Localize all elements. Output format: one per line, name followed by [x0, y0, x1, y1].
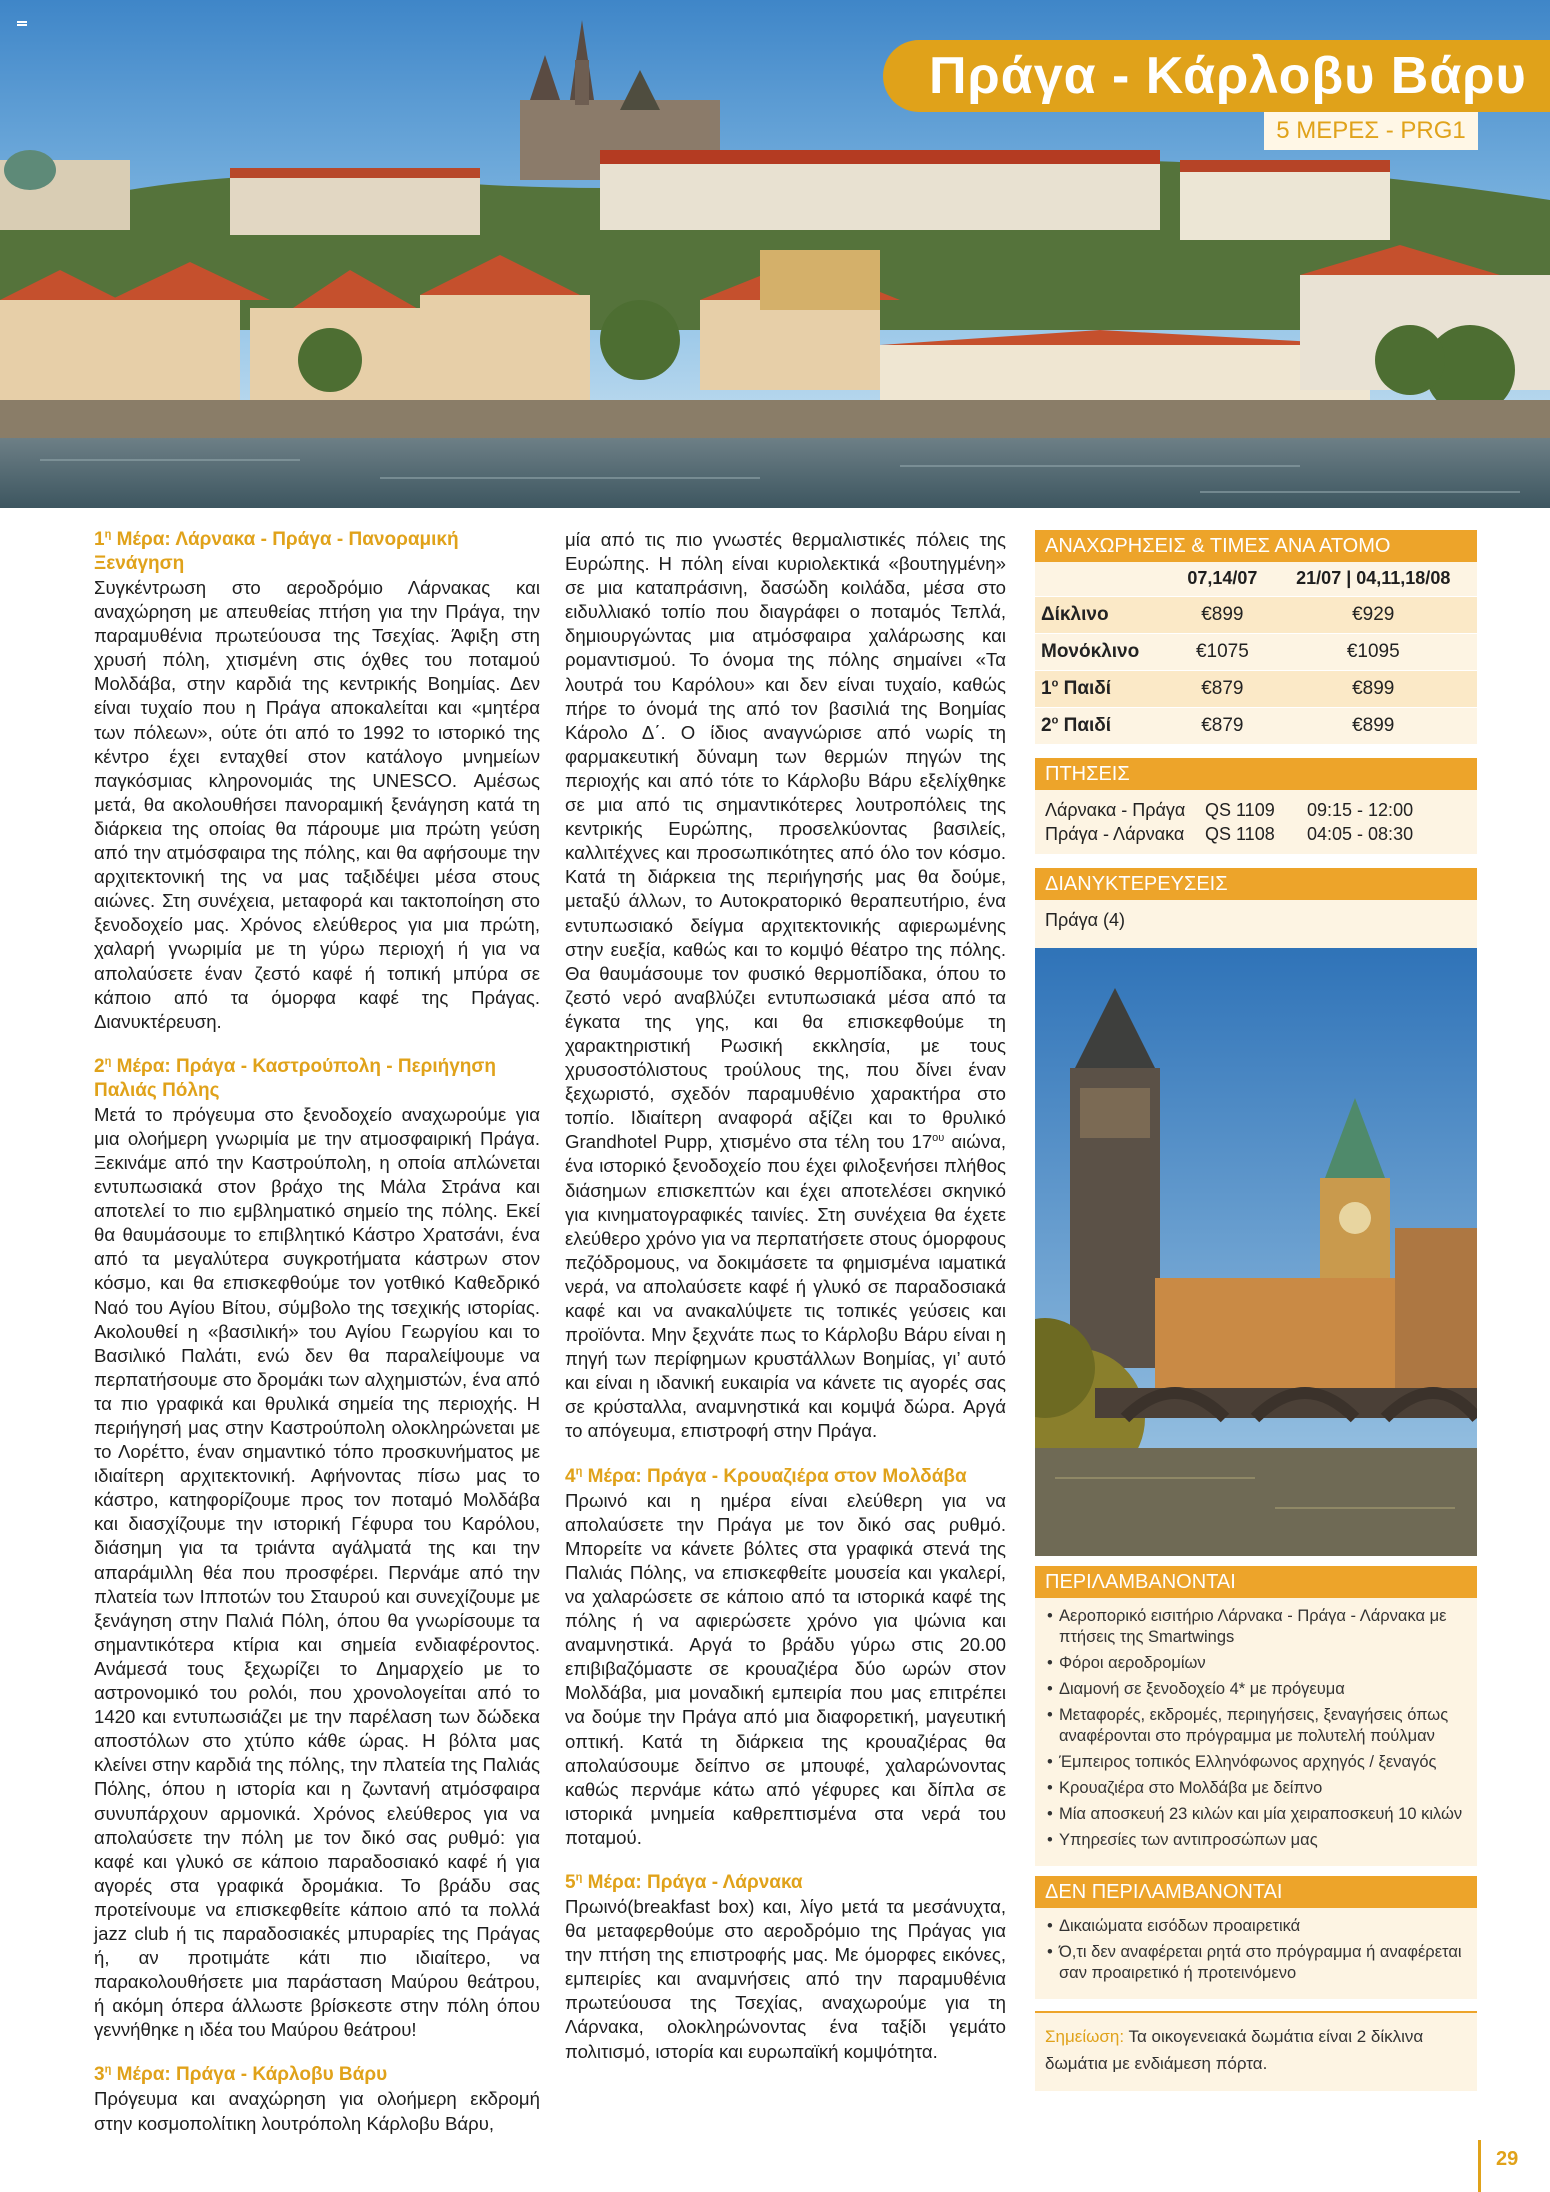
price-table — [1035, 562, 1477, 744]
included-list — [1035, 1598, 1477, 1866]
subtitle-banner — [1264, 112, 1478, 150]
day-2-text: Μετά το πρόγευμα στο ξενοδοχείο αναχωρούμε για μια ολοήμερη γνωριμία με την ατμοσφαιρική Πράγα. Ξεκινάμε από την Καστρούπολη, η οποία απλώνεται εντυπωσιακά στον βράχο της Μάλα Στράνα και αποτελεί το πιο εμβληματικό σημείο της πόλης. Εκεί θα θαυμάσουμε το επιβλητικό Κάστρο Χρατσάνι, ένα από τα μεγαλύτερα συγκροτήματα κάστρων στον κόσμο, και θα επισκεφθούμε τον γοτθικό Καθεδρικό Ναό του Αγίου Βίτου, σύμβολο της τσεχικής ιστορίας. Ακολουθεί η «βασιλική» του Αγίου Γεωργίου και το Βασιλικό Παλάτι, ενώ δεν θα παραλείψουμε να περπατήσουμε στο δρομάκι των αλχημιστών, ένα από τα πιο γραφικά και θρυλικά σημεία της περιοχής. Η περιήγησή μας στην Καστρούπολη ολοκληρώνεται με το Λορέττο, έναν σημαντικό τόπο προσκυνήματος με ιδιαίτερη αρχιτεκτονική. Αφήνοντας πίσω μας το κάστρο, κατηφορίζουμε προς τον ποταμό Μολδάβα και διασχίζουμε την ιστορική Γέφυρα του Καρόλου, διάσημη για τα τριάντα αγάλματά της και την απαράμιλλη θέα που προσφέρει. Περνάμε από την πλατεία των Ιπποτών του Σταυρού και συνεχίζουμε με ξενάγηση στην Παλιά Πόλη, όπου θα γνωρίσουμε τα σημαντικότερα κτίρια και σημεία ενδιαφέροντος. Ανάμεσά τους ξεχωρίζει το Δημαρχείο με το αστρονομικό του ρολόι, που χρονολογείται από το 1420 και εντυπωσιάζει με την παρέλαση των δώδεκα αποστόλων στο χτύπο κάθε ώρας. Η βόλτα μας κλείνει στην καρδιά της πόλης, την πλατεία της Παλιάς Πόλης, όπου η ιστορία και η ζωντανή ατμόσφαιρα συνυπάρχουν αρμονικά. Χρόνος ελεύθερος για να απολαύσετε την πόλη με τον δικό σας ρυθμό: για καφέ και γλυκό σε κάποιο παραδοσιακό καφέ ή για αγορές στα γραφικά δρομάκια. Το βράδυ σας προτείνουμε να επισκεφθείτε κάποιο από τα πολλά jazz club ή τις παραδοσιακές μπυραρίες της Πράγας ή, αν προτιμάτε κάτι πιο ιδιαίτερο, να παρακολουθήσετε μια παράσταση Μαύρου θεάτρου, ή ακόμη όπερα άλλωστε βρίσκεστε στην πόλη όπου γεννήθηκε η ιδέα του Μαύρου θεάτρου! — [94, 1103, 540, 2041]
info-sidebar — [1035, 530, 1477, 2091]
note-box — [1035, 2011, 1477, 2091]
price-row-label: $2^o$ Παιδί — [1035, 707, 1175, 744]
flight-row — [1045, 798, 1467, 822]
list-item: • Φόροι αεροδρομίων — [1047, 1653, 1465, 1674]
price-table-header — [1035, 562, 1477, 596]
itinerary-column-2 — [565, 528, 1006, 2064]
excluded-list — [1035, 1908, 1477, 1999]
price-row — [1035, 633, 1477, 670]
itinerary-column-1 — [94, 528, 540, 2136]
price-row-label: Μονόκλινο — [1035, 633, 1175, 670]
price-row-label: Δίκλινο — [1035, 596, 1175, 633]
flight-time: 09:15 - 12:00 — [1307, 800, 1414, 820]
day-5-text: Πρωινό(breakfast box) και, λίγο μετά τα μεσάνυχτα, θα μεταφερθούμε στο αεροδρόμιο της Πράγας για την πτήση της επιστροφής μας. Με όμορφες εικόνες, εμπειρίες και αναμνήσεις από την παραμυθένια πρωτεύουσα της Τσεχίας, αναχωρούμε για τη Λάρνακα, ολοκληρώνοντας ένα ταξίδι γεμάτο πολιτισμό, ιστορία και ευρωπαϊκή κομψότητα. — [565, 1895, 1006, 2062]
tour-code: 5 ΜΕΡΕΣ - PRG1 — [1276, 117, 1466, 144]
price-row — [1035, 596, 1477, 633]
day-3-text-continued: μία από τις πιο γνωστές θερμαλιστικές πόλεις της Ευρώπης. Η πόλη είναι κυριολεκτικά «βουτηγμένη» σε μια καταπράσινη, δασώδη κοιλάδα, μέσα στο ειδυλλιακό τοπίο που διαγράφει ο ποταμός Τεπλά, δημιουργώντας μια ατμόσφαιρα χαλάρωσης και ρομαντισμού. Το όνομα της πόλης σημαίνει «Τα λουτρά του Καρόλου» και δεν είναι τυχαίο, καθώς πήρε το όνομά της από τον βασιλιά της Βοημίας Κάρολο Δ΄. Ο ίδιος αναγνώρισε από νωρίς τη φαρμακευτική δύναμη των θερμών πηγών της περιοχής και από τότε το Κάρλοβυ Βάρυ εξελίχθηκε σε μια από τις σημαντικότερες λουτροπόλεις της κεντρικής Ευρώπης, προσελκύοντας βασιλείς, καλλιτέχνες και προσωπικότητες από όλο τον κόσμο. Κατά τη διάρκεια της περιήγησής μας θα δούμε, μεταξύ άλλων, το Αυτοκρατορικό θεραπευτήριο, ένα εντυπωσιακό δείγμα αρχιτεκτονικής αφιερωμένης στην ευεξία, καθώς και το κομψό θέατρο της πόλης. Θα θαυμάσουμε τον φυσικό θερμοπίδακα, όπου το ζεστό νερό αναβλύζει εντυπωσιακά μέσα από τα έγκατα της γης, και θα επισκεφθούμε τη χαρακτηριστική Ρωσική εκκλησία, με τους χρυσοστόλιστους τρούλους της, που δίνει έναν ξεχωριστό, σχεδόν παραμυθένιο χαρακτήρα στο τοπίο. Ιδιαίτερη αναφορά αξίζει και το θρυλικό Grandhotel Pupp, χτισμένο στα τέλη του $17^{o\upsilon}$ αιώνα, ένα ιστορικό ξενοδοχείο που έχει φιλοξενήσει πλήθος διάσημων επισκεπτών και έχει αποτελέσει σκηνικό για κινηματογραφικές ταινίες. Στη συνέχεια θα έχετε ελεύθερο χρόνο για να περπατήσετε στους όμορφους πεζόδρομους, να δοκιμάσετε τα φημισμένα ιαματικά νερά, να απολαύσετε καφέ ή γλυκό σε παραδοσιακά καφέ και να ανακαλύψετε τις τοπικές γεύσεις και προϊόντα. Μην ξεχνάτε πως το Κάρλοβυ Βάρυ είναι η πηγή των περίφημων κρυστάλλων Βοημίας, γι’ αυτό και είναι η ιδανική ευκαιρία να κάνετε τις αγορές σας σε κρύσταλλα, αναμνηστικά και κομψά δώρα. Αργά το απόγευμα, επιστροφή στην Πράγα. — [565, 529, 1006, 1442]
flight-time: 04:05 - 08:30 — [1307, 824, 1414, 844]
note-text: Τα οικογενειακά δωμάτια είναι 2 δίκλινα δωμάτια με ενδιάμεση πόρτα. — [1045, 2027, 1424, 2073]
list-item: • Διαμονή σε ξενοδοχείο 4* με πρόγευμα — [1047, 1679, 1465, 1700]
charles-bridge-illustration — [1035, 948, 1477, 1556]
day-2-title: $2^\eta$ Μέρα: Πράγα - Καστρούπολη - Περιήγηση Παλιάς Πόλης — [94, 1055, 497, 1101]
price-cell: €1075 — [1175, 633, 1269, 670]
day-3-title: $3^\eta$ Μέρα: Πράγα - Κάρλοβυ Βάρυ — [94, 2064, 388, 2086]
excluded-heading: ΔΕΝ ΠΕΡΙΛΑΜΒΑΝΟΝΤΑΙ — [1035, 1876, 1477, 1908]
menu-lines-icon — [17, 21, 27, 26]
charles-bridge-photo — [1035, 948, 1477, 1556]
flights-heading: ΠΤΗΣΕΙΣ — [1035, 758, 1477, 790]
price-cell: €929 — [1270, 596, 1477, 633]
flight-code: QS 1108 — [1205, 824, 1275, 844]
page-number-box — [1478, 2140, 1550, 2192]
day-4-text: Πρωινό και η ημέρα είναι ελεύθερη για να απολαύσετε την Πράγα με τον δικό σας ρυθμό. Μπορείτε να κάνετε βόλτες στα γραφικά στενά της Παλιάς Πόλης, να επισκεφθείτε μουσεία και γκαλερί, να χαλαρώσετε σε κάποιο από τα ιστορικά καφέ της πόλης ή να αφιερώσετε χρόνο για ψώνια και αναμνηστικά. Αργά το βράδυ γύρω στις 20.00 επιβιβαζόμαστε σε κρουαζιέρα δύο ωρών στον Μολδάβα, μια μοναδική εμπειρία που μας επιτρέπει να δούμε την Πράγα από μια διαφορετική, μαγευτική οπτική. Κατά τη διάρκεια της κρουαζιέρας θα απολαύσουμε δείπνο σε μπουφέ, χαλαρώνοντας καθώς περνάμε κάτω από γέφυρες και δίπλα σε ιστορικά μνημεία καθρεπτισμένα στα νερά του ποταμού. — [565, 1489, 1006, 1848]
price-cell: €1095 — [1270, 633, 1477, 670]
list-item: • Υπηρεσίες των αντιπροσώπων μας — [1047, 1830, 1465, 1851]
price-column-header: 21/07 | 04,11,18/08 — [1296, 568, 1451, 589]
flight-route: Λάρνακα - Πράγα — [1045, 800, 1186, 820]
list-item: • Μεταφορές, εκδρομές, περιηγήσεις, ξεναγήσεις όπως αναφέρονται στο πρόγραμμα με πολυτελή πούλμαν — [1047, 1705, 1465, 1747]
nights-heading: ΔΙΑΝΥΚΤΕΡΕΥΣΕΙΣ — [1035, 868, 1477, 900]
day-4-title: $4^\eta$ Μέρα: Πράγα - Κρουαζιέρα στον Μολδάβα — [565, 1465, 967, 1487]
included-heading: ΠΕΡΙΛΑΜΒΑΝΟΝΤΑΙ — [1035, 1566, 1477, 1598]
page-title: Πράγα - Κάρλοβυ Βάρυ — [929, 47, 1527, 105]
hero-photo-prague-castle — [0, 0, 1550, 508]
price-cell: €899 — [1175, 596, 1269, 633]
price-cell: €879 — [1175, 670, 1269, 707]
price-row-label: $1^o$ Παιδί — [1035, 670, 1175, 707]
list-item: • Μία αποσκευή 23 κιλών και μία χειραποσκευή 10 κιλών — [1047, 1804, 1465, 1825]
price-row — [1035, 707, 1477, 744]
price-cell: €879 — [1175, 707, 1269, 744]
day-1-title: $1^\eta$ Μέρα: Λάρνακα - Πράγα - Πανοραμική Ξενάγηση — [94, 528, 459, 574]
day-5-title: $5^\eta$ Μέρα: Πράγα - Λάρνακα — [565, 1871, 803, 1893]
flights-box — [1035, 790, 1477, 854]
flight-route: Πράγα - Λάρνακα — [1045, 824, 1185, 844]
list-item: • Έμπειρος τοπικός Ελληνόφωνος αρχηγός / ξεναγός — [1047, 1752, 1465, 1773]
flight-code: QS 1109 — [1205, 800, 1275, 820]
list-item: • Ό,τι δεν αναφέρεται ρητά στο πρόγραμμα ή αναφέρεται σαν προαιρετικό ή προτεινόμενο — [1047, 1942, 1465, 1984]
day-1-text: Συγκέντρωση στο αεροδρόμιο Λάρνακας και αναχώρηση με απευθείας πτήση για την Πράγα, την παραμυθένια πρωτεύουσα της Τσεχίας. Άφιξη στη χρυσή πόλη, χτισμένη στις όχθες του ποταμού Μολδάβα, στην καρδιά της κεντρικής Βοημίας. Δεν είναι τυχαίο που η Πράγα αποκαλείται και «μητέρα των πόλεων», ούτε ότι από το 1992 το ιστορικό της κέντρο έχει ενταχθεί στον κατάλογο μνημείων παγκόσμιας κληρονομιάς της UNESCO. Αμέσως μετά, θα ακολουθήσει πανοραμική ξενάγηση κατά τη διάρκεια της οποίας θα πάρουμε μια πρώτη γεύση από την ατμόσφαιρα της πόλης, και θα αφήσουμε την αρχιτεκτονική της να μας ταξιδέψει μέσα στους αιώνες. Στη συνέχεια, μεταφορά και τακτοποίηση στο ξενοδοχείο μας. Χρόνος ελεύθερος για μια πρώτη, χαλαρή γνωριμία με τη γύρω περιοχή ή για να απολαύσετε έναν ζεστό καφέ ή τοπική μπύρα σε κάποιο από τα όμορφα καφέ της Πράγας. Διανυκτέρευση. — [94, 577, 540, 1032]
list-item: • Δικαιώματα εισόδων προαιρετικά — [1047, 1916, 1465, 1937]
price-row — [1035, 670, 1477, 707]
price-column-header: 07,14/07 — [1187, 568, 1258, 589]
prices-heading: ΑΝΑΧΩΡΗΣΕΙΣ & ΤΙΜΕΣ ΑΝΑ ΑΤΟΜΟ — [1035, 530, 1477, 562]
price-cell: €899 — [1270, 707, 1477, 744]
nights-text: Πράγα (4) — [1035, 900, 1477, 948]
day-3-text-start: Πρόγευμα και αναχώρηση για ολοήμερη εκδρομή στην κοσμοπολίτικη λουτρόπολη Κάρλοβυ Βάρυ, — [94, 2088, 540, 2134]
note-label: Σημείωση: — [1045, 2027, 1125, 2046]
price-cell: €899 — [1270, 670, 1477, 707]
title-banner — [883, 40, 1550, 112]
page-number: 29 — [1496, 2148, 1519, 2170]
flight-row — [1045, 822, 1467, 846]
list-item: • Κρουαζιέρα στο Μολδάβα με δείπνο — [1047, 1778, 1465, 1799]
list-item: • Αεροπορικό εισιτήριο Λάρνακα - Πράγα - Λάρνακα με πτήσεις της Smartwings — [1047, 1606, 1465, 1648]
